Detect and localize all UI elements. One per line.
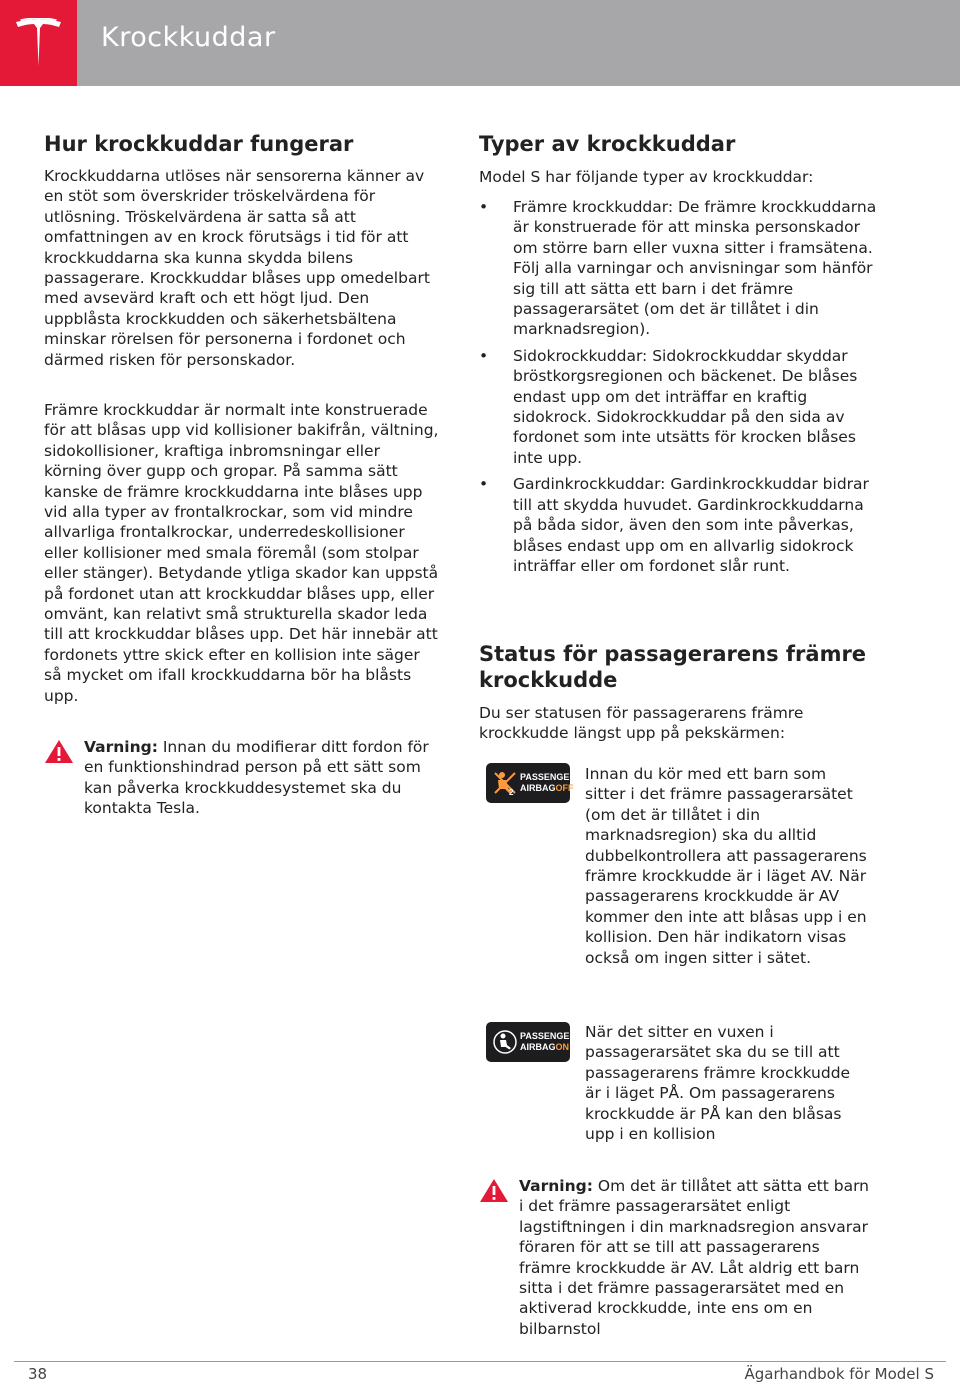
paragraph-front-airbag-limits: Främre krockkuddar är normalt inte konstruerade för att blåsas upp vid kollisioner bakifrån, vältning, sidokollisioner, kraftiga inbromsningar eller körning över gupp och gropar. På samma sätt kanske de främre krockkuddarna inte blåses upp vid alla typer av frontalkrockar, som vid mindre allvarliga frontalkrockar, underredeskollisioner eller kollisioner med smala föremål (som stolpar eller stänger). Betydande ytliga skador kan uppstå på fordonet utan att krockkuddar blåses upp, eller omvänt, kan relativt små strukturella skador leda till att krockkuddar blåses upp. Det här innebär att fordonets yttre skick efter en kollision inte säger så mycket om ifall krockkuddarna bör ha blåsts upp.	[44, 401, 439, 705]
warning-text-right	[519, 1176, 875, 1339]
warning-label: Varning:	[84, 738, 158, 756]
footer-divider	[14, 1361, 946, 1362]
footer-title: Ägarhandbok för Model S	[744, 1365, 934, 1383]
svg-text:2: 2	[509, 788, 514, 796]
page-number: 38	[28, 1365, 48, 1383]
page-header	[0, 0, 960, 86]
passenger-airbag-off-indicator	[486, 763, 576, 803]
indicator-on-description: När det sitter en vuxen i passagerarsätet ska du se till att passagerarens främre krockkudde är i läget PÅ. Om passagerarens krockkudde är PÅ kan den blåsas upp i en kollision	[585, 1023, 851, 1144]
tesla-logo-icon	[14, 18, 63, 68]
airbag-types-list	[479, 197, 879, 582]
person-seat-icon	[492, 1029, 518, 1055]
warning-icon	[44, 739, 74, 764]
warning-icon	[479, 1178, 509, 1203]
heading-airbag-types: Typer av krockkuddar	[479, 132, 736, 156]
heading-how-airbags-work: Hur krockkuddar fungerar	[44, 132, 354, 156]
indicator-off-description: Innan du kör med ett barn som sitter i det främre passagerarsätet (om det är tillåtet i din marknadsregion) ska du alltid dubbelkontrollera att passagerarens främre krockkudde är i läget AV. När passagerarens krockkudde är AV kommer den inte att blåsas upp i en kollision. Den här indikatorn visas också om ingen sitter i sätet.	[585, 765, 867, 967]
indicator-off-label: PASSENGER AIRBAGOFF	[520, 772, 576, 793]
page-title: Krockkuddar	[101, 22, 276, 53]
paragraph-status-intro: Du ser statusen för passagerarens främre krockkudde längst upp på pekskärmen:	[479, 704, 804, 743]
warning-text-left	[84, 737, 440, 819]
child-seat-crossed-icon	[492, 770, 518, 796]
warning-label: Varning:	[519, 1177, 593, 1195]
list-item: • Sidokrockkuddar: Sidokrockkuddar skyddar bröstkorgsregionen och bäckenet. De blåses endast upp om det inträffar en kraftig sidokrock. Sidokrockkuddar på den sida av fordonet som inte utsätts för krocken blåses inte upp.	[479, 346, 879, 468]
list-item: • Främre krockkuddar: De främre krockkuddarna är konstruerade för att minska personskador om större barn eller vuxna sitter i framsätena. Följ alla varningar och anvisningar som hänför sig till att sätta ett barn i det främre passagerarsätet (om det är tillåtet i din marknadsregion).	[479, 197, 879, 340]
passenger-airbag-on-indicator	[486, 1022, 576, 1062]
warning-body: Innan du modifierar ditt fordon för en funktionshindrad person på ett sätt som kan påverka krockkuddesystemet ska du kontakta Tesla.	[84, 738, 429, 818]
paragraph-airbag-types-intro: Model S har följande typer av krockkuddar:	[479, 168, 814, 186]
warning-body: Om det är tillåtet att sätta ett barn i det främre passagerarsätet enligt lagstiftningen i din marknadsregion ansvarar föraren för att se till att passagerarens främre krockkudde är AV. Låt aldrig ett barn sitta i det främre passagerarsätet med en aktiverad krockkudde, inte ens om en bilbarnstol	[519, 1177, 869, 1338]
warning-block-left	[44, 737, 440, 827]
heading-passenger-airbag-status: Status för passagerarens främre krockkudde	[479, 642, 867, 692]
tesla-logo	[0, 0, 77, 86]
indicator-on-label: PASSENGER AIRBAGON	[520, 1031, 576, 1052]
list-item: • Gardinkrockkuddar: Gardinkrockkuddar bidrar till att skydda huvudet. Gardinkrockkuddarna på båda sidor, även den som inte påverkas, blåses endast upp om en allvarlig sidokrock inträffar eller om fordonet slår runt.	[479, 474, 879, 576]
warning-block-right	[479, 1176, 879, 1346]
paragraph-airbag-deployment: Krockkuddarna utlöses när sensorerna känner av en stöt som överskrider tröskelvärdena för utlösning. Tröskelvärdena är satta så att omfattningen av en krock förutsägs i tid för att krockkuddarna ska kunna skydda bilens passagerare. Krockkuddar blåses upp omedelbart med avsevärd kraft och ett högt ljud. Den uppblåsta krockkudden och säkerhetsbältena minskar rörelsen för personerna i fordonet och därmed risken för personskador.	[44, 167, 430, 369]
